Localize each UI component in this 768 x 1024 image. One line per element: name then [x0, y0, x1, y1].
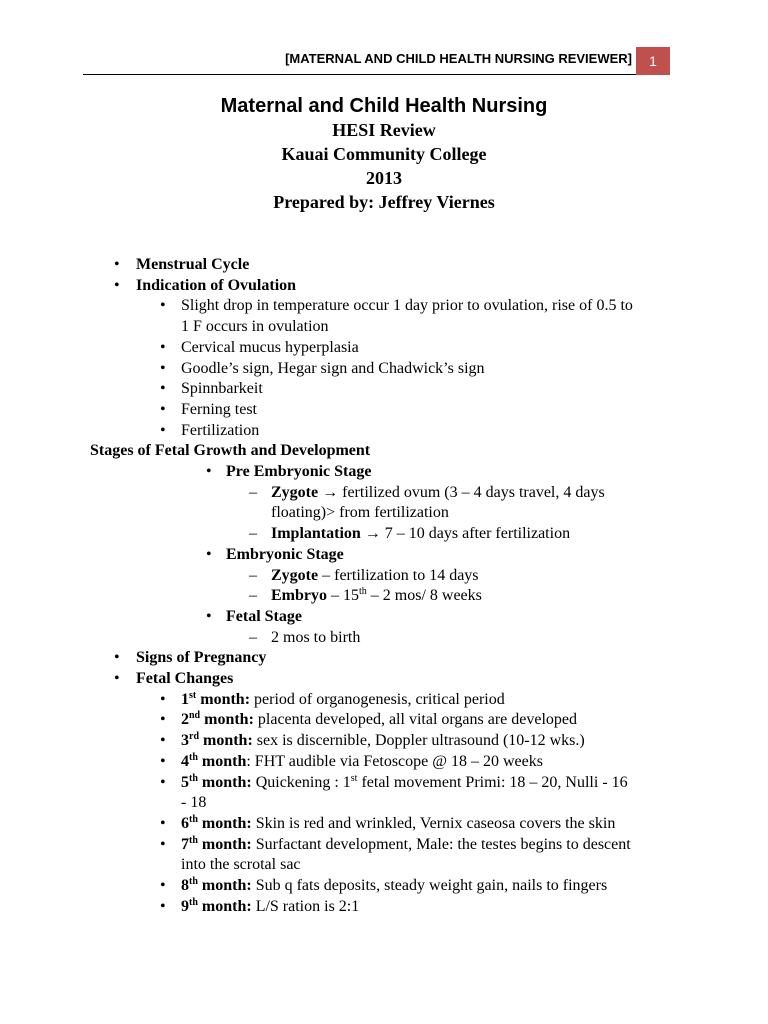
bullet-icon: • [206, 545, 212, 563]
list-item-continuation: floating)> from fertilization [271, 504, 449, 522]
month-item: • 1st month: period of organogenesis, critical period [0, 690, 768, 711]
arrow-icon: → [364, 525, 381, 543]
title-block [0, 94, 768, 214]
list-item: • Ferning test [0, 400, 768, 421]
subtitle-year: 2013 [366, 168, 402, 188]
bullet-icon: • [160, 711, 166, 729]
list-item: • Menstrual Cycle [0, 255, 768, 276]
bullet-icon: • [160, 752, 166, 770]
list-item: • Spinnbarkeit [0, 379, 768, 400]
dash-icon: – [249, 628, 257, 646]
outline-body [0, 255, 768, 918]
bullet-icon: • [114, 276, 120, 294]
list-item: • Indication of Ovulation [0, 276, 768, 297]
bullet-icon: • [160, 338, 166, 356]
list-item: • Slight drop in temperature occur 1 day prior to ovulation, rise of 0.5 to [0, 296, 768, 317]
dash-icon: – [249, 566, 257, 584]
list-item: • Fetal Stage [0, 607, 768, 628]
bullet-icon: • [160, 773, 166, 791]
document-title: Maternal and Child Health Nursing [220, 95, 548, 117]
section-heading: Stages of Fetal Growth and Development [90, 442, 371, 460]
list-item-continuation: into the scrotal sac [181, 856, 301, 874]
bullet-icon: • [160, 814, 166, 832]
list-item: – Embryo – 15th – 2 mos/ 8 weeks [0, 586, 768, 607]
list-item: – Zygote – fertilization to 14 days [0, 566, 768, 587]
month-item: • 7th month: Surfactant development, Male: the testes begins to descent [0, 835, 768, 856]
list-item: – Implantation → 7 – 10 days after fertilization [0, 524, 768, 545]
month-item: • 6th month: Skin is red and wrinkled, Vernix caseosa covers the skin [0, 814, 768, 835]
list-item: • Cervical mucus hyperplasia [0, 338, 768, 359]
running-header: [MATERNAL AND CHILD HEALTH NURSING REVIEWER] [285, 51, 632, 66]
list-item-continuation: 1 F occurs in ovulation [181, 318, 329, 336]
bullet-icon: • [160, 897, 166, 915]
header-rule [83, 74, 636, 75]
list-item: • Embryonic Stage [0, 545, 768, 566]
list-item: • Goodle’s sign, Hegar sign and Chadwick’s sign [0, 359, 768, 380]
page-header [0, 46, 768, 76]
month-item: • 8th month: Sub q fats deposits, steady weight gain, nails to fingers [0, 876, 768, 897]
bullet-icon: • [114, 649, 120, 667]
bullet-icon: • [114, 670, 120, 688]
list-item: – 2 mos to birth [0, 628, 768, 649]
list-item: • Pre Embryonic Stage [0, 462, 768, 483]
bullet-icon: • [160, 690, 166, 708]
dash-icon: – [249, 525, 257, 543]
month-item: • 2nd month: placenta developed, all vital organs are developed [0, 710, 768, 731]
bullet-icon: • [160, 359, 166, 377]
dash-icon: – [249, 483, 257, 501]
month-item: • 3rd month: sex is discernible, Doppler ultrasound (10-12 wks.) [0, 731, 768, 752]
bullet-icon: • [160, 835, 166, 853]
dash-icon: – [249, 587, 257, 605]
month-item: • 9th month: L/S ration is 2:1 [0, 897, 768, 918]
bullet-icon: • [160, 297, 166, 315]
subtitle-college: Kauai Community College [281, 144, 487, 164]
bullet-icon: • [160, 421, 166, 439]
bullet-icon: • [160, 400, 166, 418]
list-item: • Fetal Changes [0, 669, 768, 690]
subtitle-review: HESI Review [332, 120, 436, 140]
list-item-continuation: - 18 [181, 794, 207, 812]
bullet-icon: • [206, 463, 212, 481]
bullet-icon: • [160, 732, 166, 750]
month-item: • 4th month: FHT audible via Fetoscope @ 18 – 20 weeks [0, 752, 768, 773]
bullet-icon: • [206, 607, 212, 625]
list-item: – Zygote → fertilized ovum (3 – 4 days travel, 4 days [0, 483, 768, 504]
page-number-badge: 1 [636, 47, 670, 75]
list-item: • Fertilization [0, 421, 768, 442]
arrow-icon: → [322, 483, 339, 501]
bullet-icon: • [160, 380, 166, 398]
subtitle-author: Prepared by: Jeffrey Viernes [273, 192, 495, 212]
list-item: • Signs of Pregnancy [0, 648, 768, 669]
bullet-icon: • [160, 877, 166, 895]
bullet-icon: • [114, 256, 120, 273]
month-item: • 5th month: Quickening : 1st fetal movement Primi: 18 – 20, Nulli - 16 [0, 773, 768, 794]
